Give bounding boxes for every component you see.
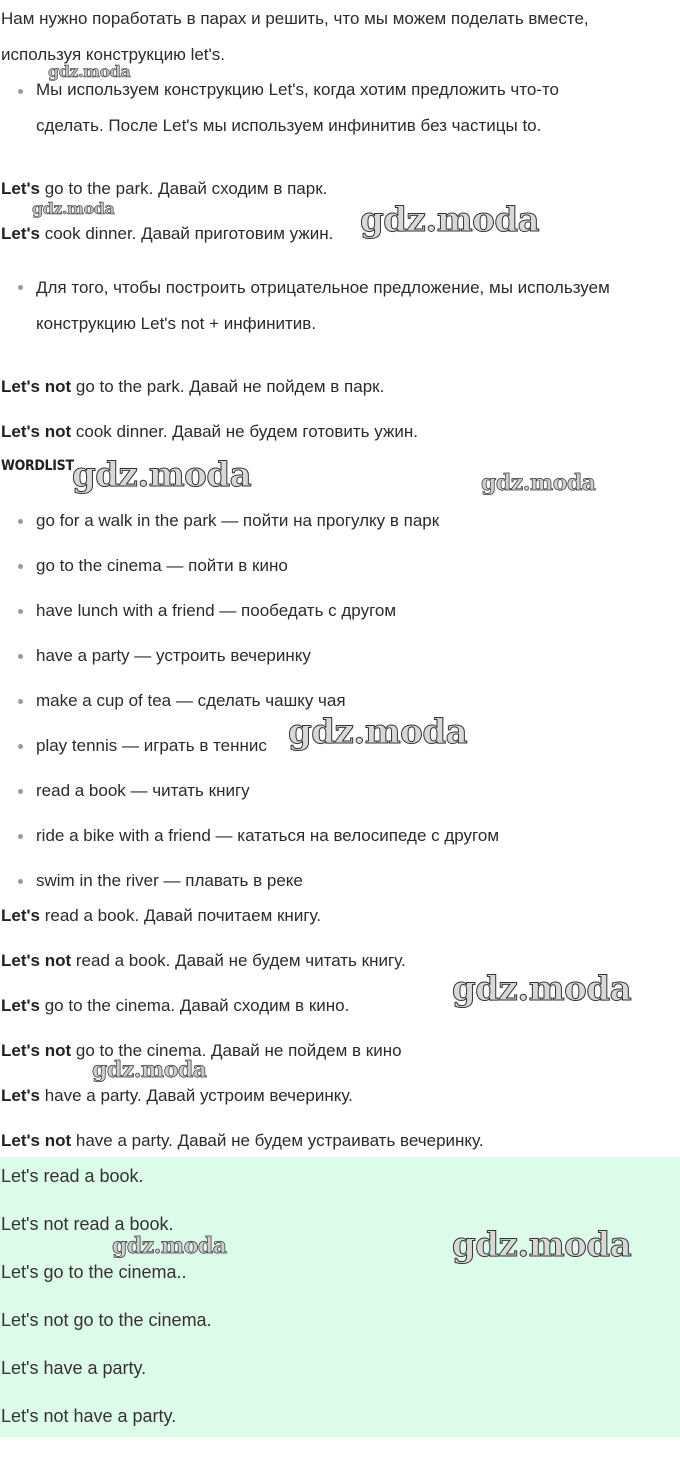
example-final-3: Let's go to the cinema. Давай сходим в кино. [1,996,350,1015]
watermark-logo: gdz.moda [48,62,131,81]
wordlist-item: go for a walk in the park — пойти на прогулку в парк [36,511,440,530]
watermark-logo: gdz.moda [288,712,468,752]
watermark-logo: gdz.moda [481,470,596,496]
example-final-5: Let's have a party. Давай устроим вечеринку. [1,1086,353,1105]
bullet-icon [18,89,23,94]
example-positive-1: Let's go to the park. Давай сходим в парк. [1,179,328,198]
intro-line-2: используя конструкцию let's. [1,45,225,64]
watermark-logo: gdz.moda [360,200,540,240]
example-positive-2: Let's cook dinner. Давай приготовим ужин. [1,224,334,243]
wordlist-item: swim in the river — плавать в реке [36,871,303,890]
watermark-logo: gdz.moda [32,199,115,218]
bullet-icon [18,879,23,884]
example-final-1: Let's read a book. Давай почитаем книгу. [1,906,322,925]
wordlist-item: make a cup of tea — сделать чашку чая [36,691,346,710]
wordlist-item: have lunch with a friend — пообедать с другом [36,601,397,620]
rule1-line-2: сделать. После Let's мы используем инфинитив без частицы to. [36,116,542,135]
rule1-line-1: Мы используем конструкцию Let's, когда хотим предложить что-то [36,80,560,99]
bullet-icon [18,834,23,839]
wordlist-title: WORDLIST [1,458,74,474]
rule2-line-1: Для того, чтобы построить отрицательное предложение, мы используем [36,278,610,297]
wordlist-item: go to the cinema — пойти в кино [36,556,288,575]
answer-line: Let's read a book. [1,1166,144,1186]
answer-line: Let's have a party. [1,1358,147,1378]
wordlist-item: ride a bike with a friend — кататься на велосипеде с другом [36,826,500,845]
watermark-logo: gdz.moda [72,455,252,495]
bullet-icon [18,519,23,524]
watermark-logo: gdz.moda [112,1233,227,1259]
bullet-icon [18,699,23,704]
answer-line: Let's not go to the cinema. [1,1310,212,1330]
wordlist-item: read a book — читать книгу [36,781,250,800]
watermark-logo: gdz.moda [92,1057,207,1083]
intro-line-1: Нам нужно поработать в парах и решить, что мы можем поделать вместе, [1,9,589,28]
example-final-6: Let's not have a party. Давай не будем устраивать вечеринку. [1,1131,484,1150]
bullet-icon [18,789,23,794]
bullet-icon [18,609,23,614]
example-final-4: Let's not go to the cinema. Давай не пойдем в кино [1,1041,402,1060]
bullet-icon [18,285,23,290]
wordlist-item: have a party — устроить вечеринку [36,646,311,665]
bullet-icon [18,744,23,749]
watermark-logo: gdz.moda [452,969,632,1009]
answer-line: Let's go to the cinema.. [1,1262,187,1282]
bullet-icon [18,564,23,569]
wordlist-item: play tennis — играть в теннис [36,736,267,755]
answer-box [0,1157,680,1437]
answer-line: Let's not have a party. [1,1406,177,1426]
rule2-line-2: конструкцию Let's not + инфинитив. [36,314,317,333]
bullet-icon [18,654,23,659]
example-negative-2: Let's not cook dinner. Давай не будем готовить ужин. [1,422,418,441]
answer-line: Let's not read a book. [1,1214,174,1234]
example-final-2: Let's not read a book. Давай не будем читать книгу. [1,951,406,970]
watermark-logo: gdz.moda [452,1225,632,1265]
example-negative-1: Let's not go to the park. Давай не пойдем в парк. [1,377,385,396]
